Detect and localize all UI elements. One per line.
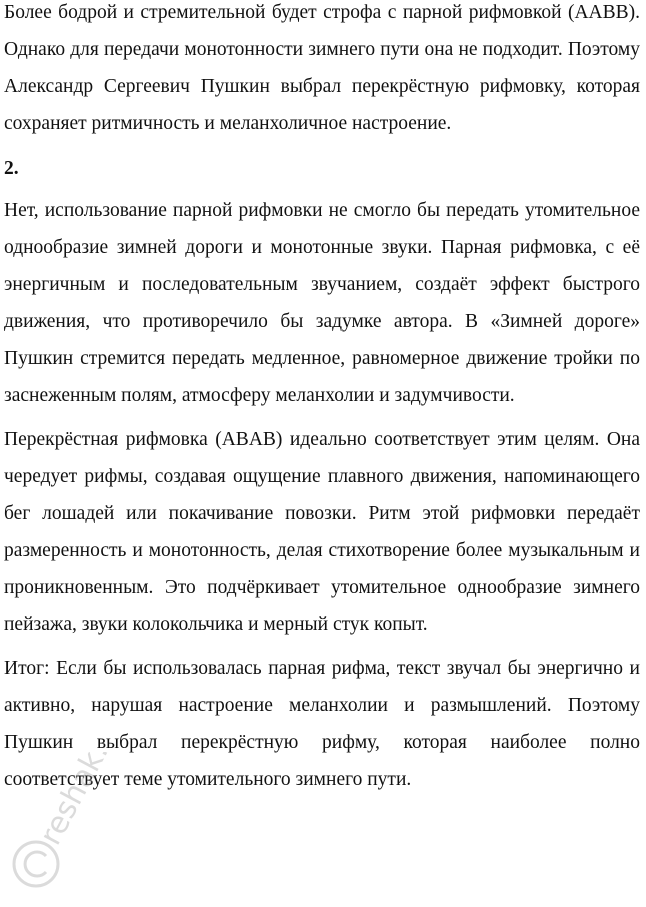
paragraph-intro: Более бодрой и стремительной будет строфа с парной рифмовкой (AABB). Однако для передачи монотонности зимнего пути она не подходит. Поэтому Александр Сергеевич Пушкин выбрал перекрёстную рифмовку, которая сохраняет ритмичность и меланхоличное настроение. [4,2,640,134]
document-page [4,0,640,798]
watermark-text: reshak.ru [33,752,131,851]
paragraph-conclusion: Итог: Если бы использовалась парная рифма, текст звучал бы энергично и активно, нарушая настроение меланхолии и размышлений. Поэтому Пушкин выбрал перекрёстную рифму, которая наиболее полно соответствует теме утомительного зимнего пути. [4,658,640,790]
section-heading-2: 2. [4,158,19,179]
paragraph-cross-rhyme: Перекрёстная рифмовка (ABAB) идеально соответствует этим целям. Она чередует рифмы, создавая ощущение плавного движения, напоминающего бег лошадей или покачивание повозки. Ритм этой рифмовки передаёт размеренность и монотонность, делая стихотворение более музыкальным и проникновенным. Это подчёркивает утомительное однообразие зимнего пейзажа, звуки колокольчика и мерный стук копыт. [4,429,640,635]
paragraph-answer: Нет, использование парной рифмовки не смогло бы передать утомительное однообразие зимней дороги и монотонные звуки. Парная рифмовка, с её энергичным и последовательным звучанием, создаёт эффект быстрого движения, что противоречило бы задумке автора. В «Зимней дороге» Пушкин стремится передать медленное, равномерное движение тройки по заснеженным полям, атмосферу меланхолии и задумчивости. [4,200,640,406]
